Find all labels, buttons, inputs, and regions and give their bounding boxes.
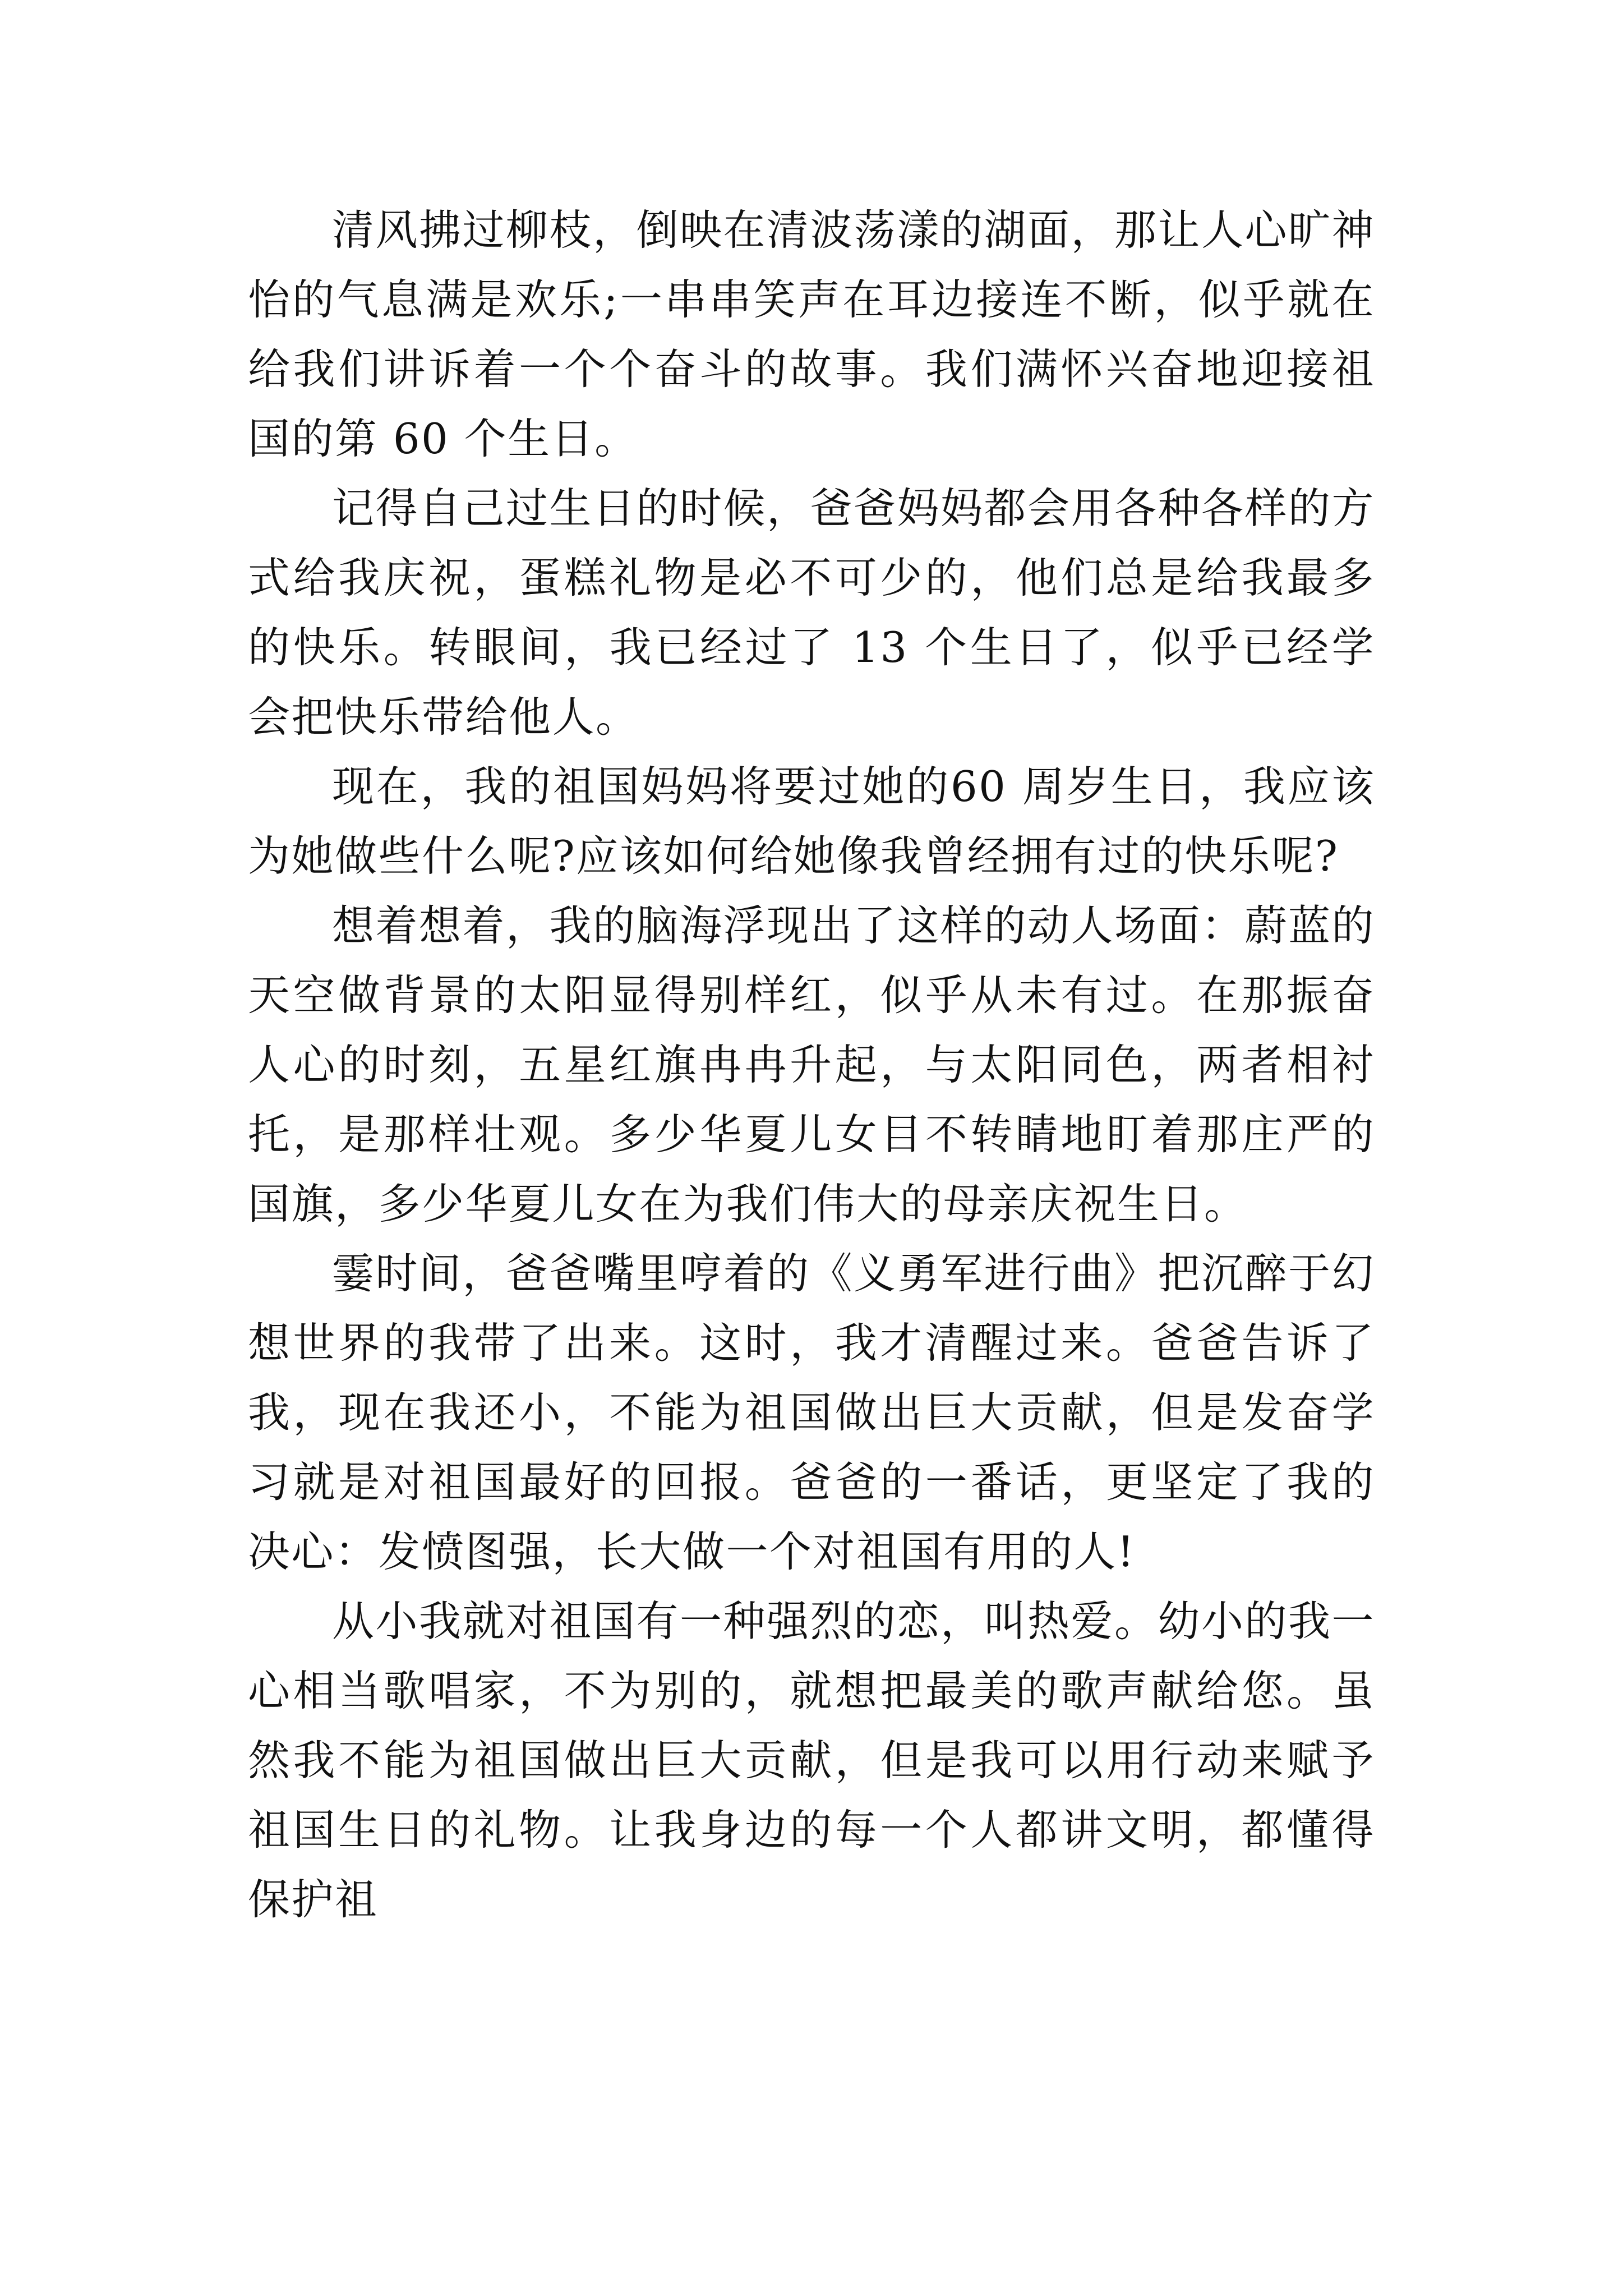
paragraph-2: 记得自己过生日的时候，爸爸妈妈都会用各种各样的方式给我庆祝，蛋糕礼物是必不可少的，他们总是给我最多的快乐。转眼间，我已经过了 13 个生日了，似乎已经学会把快乐带给他人。 bbox=[248, 484, 1376, 742]
document-body bbox=[248, 195, 1375, 1934]
paragraph-4: 想着想着，我的脑海浮现出了这样的动人场面：蔚蓝的天空做背景的太阳显得别样红，似乎从未有过。在那振奋人心的时刻，五星红旗冉冉升起，与太阳同色，两者相衬托，是那样壮观。多少华夏儿女目不转睛地盯着那庄严的国旗，多少华夏儿女在为我们伟大的母亲庆祝生日。 bbox=[248, 901, 1376, 1228]
paragraph-1: 清风拂过柳枝，倒映在清波荡漾的湖面，那让人心旷神怡的气息满是欢乐;一串串笑声在耳边接连不断，似乎就在给我们讲诉着一个个奋斗的故事。我们满怀兴奋地迎接祖国的第 60 个生日。 bbox=[248, 205, 1376, 463]
paragraph-6: 从小我就对祖国有一种强烈的恋，叫热爱。幼小的我一心相当歌唱家，不为别的，就想把最美的歌声献给您。虽然我不能为祖国做出巨大贡献，但是我可以用行动来赋予祖国生日的礼物。让我身边的每一个人都讲文明，都懂得保护祖 bbox=[248, 1596, 1376, 1924]
paragraph-5: 霎时间，爸爸嘴里哼着的《义勇军进行曲》把沉醉于幻想世界的我带了出来。这时，我才清醒过来。爸爸告诉了我，现在我还小，不能为祖国做出巨大贡献，但是发奋学习就是对祖国最好的回报。爸爸的一番话，更坚定了我的决心：发愤图强，长大做一个对祖国有用的人! bbox=[248, 1249, 1376, 1576]
paragraph-3: 现在，我的祖国妈妈将要过她的60 周岁生日，我应该为她做些什么呢?应该如何给她像我曾经拥有过的快乐呢? bbox=[248, 762, 1375, 881]
